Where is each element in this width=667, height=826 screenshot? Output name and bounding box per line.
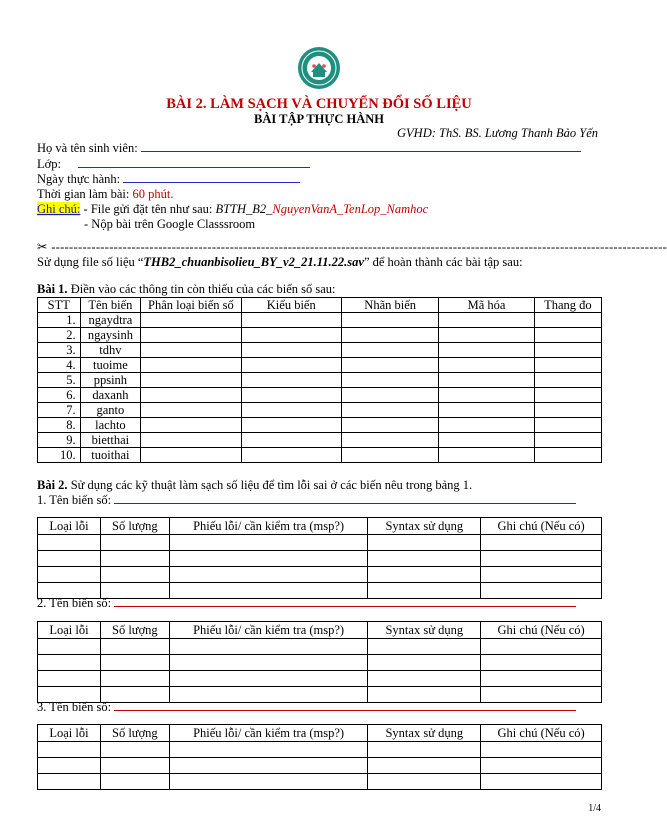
col-phan-loai: Phân loại biến số (141, 298, 241, 313)
row-variable-name: tuoithai (80, 448, 141, 463)
col-loai-loi: Loại lỗi (38, 725, 101, 742)
cell-thang-do[interactable] (534, 433, 601, 448)
cell-kieu-bien[interactable] (241, 358, 341, 373)
table-row (38, 671, 602, 687)
variable-1-field[interactable] (114, 493, 576, 504)
student-name-row (37, 141, 581, 156)
variable-1-row (37, 493, 576, 508)
cell-kieu-bien[interactable] (241, 373, 341, 388)
school-logo (297, 46, 341, 90)
intro-prefix: Sử dụng file số liệu “ (37, 255, 144, 269)
cell-nhan-bien[interactable] (341, 388, 438, 403)
variables-table (37, 297, 602, 463)
cell-kieu-bien[interactable] (241, 433, 341, 448)
table-header-row (38, 725, 602, 742)
cell-kieu-bien[interactable] (241, 388, 341, 403)
intro-suffix: ” để hoàn thành các bài tập sau: (363, 255, 523, 269)
cell-ma-hoa[interactable] (439, 373, 534, 388)
table-header-row (38, 622, 602, 639)
table-row (38, 758, 602, 774)
col-stt: STT (38, 298, 81, 313)
table-row (38, 328, 602, 343)
bai2-text: Sử dụng các kỹ thuật làm sạch số liệu để tìm lỗi sai ở các biến nêu trong bảng 1. (67, 478, 473, 492)
row-stt: 4. (38, 358, 81, 373)
col-loai-loi: Loại lỗi (38, 622, 101, 639)
table-row (38, 742, 602, 758)
note-row (37, 202, 428, 217)
col-ma-hoa: Mã hóa (439, 298, 534, 313)
cell-phan-loai[interactable] (141, 403, 241, 418)
cell-nhan-bien[interactable] (341, 403, 438, 418)
table-row (38, 535, 602, 551)
cell-ma-hoa[interactable] (439, 403, 534, 418)
row-stt: 9. (38, 433, 81, 448)
table-row (38, 418, 602, 433)
variable-3-label: 3. Tên biến số: (37, 700, 112, 714)
time-label: Thời gian làm bài: (37, 187, 130, 201)
page-number: 1/4 (588, 803, 601, 814)
instructor-line: GVHD: ThS. BS. Lương Thanh Bảo Yến (397, 126, 598, 140)
document-subtitle: BÀI TẬP THỰC HÀNH (254, 112, 384, 126)
col-ghi-chu: Ghi chú (Nếu có) (481, 622, 602, 639)
col-syntax: Syntax sử dụng (368, 725, 481, 742)
cell-nhan-bien[interactable] (341, 373, 438, 388)
row-stt: 7. (38, 403, 81, 418)
cell-phan-loai[interactable] (141, 358, 241, 373)
col-ghi-chu: Ghi chú (Nếu có) (481, 725, 602, 742)
cell-ma-hoa[interactable] (439, 343, 534, 358)
cell-kieu-bien[interactable] (241, 418, 341, 433)
bai2-label: Bài 2. (37, 478, 68, 492)
table-row (38, 567, 602, 583)
col-so-luong: Số lượng (100, 518, 169, 535)
col-phieu-loi: Phiếu lỗi/ cần kiểm tra (msp?) (169, 518, 368, 535)
col-syntax: Syntax sử dụng (368, 622, 481, 639)
table-row (38, 343, 602, 358)
error-table-1 (37, 517, 602, 599)
date-label: Ngày thực hành: (37, 172, 121, 186)
variable-1-label: 1. Tên biến số: (37, 493, 112, 507)
intro-line (37, 255, 523, 270)
note-line2: - Nộp bài trên Google Classsroom (84, 217, 256, 231)
table-row (38, 448, 602, 463)
date-field[interactable] (123, 172, 300, 183)
class-field[interactable] (78, 157, 310, 168)
cell-thang-do[interactable] (534, 358, 601, 373)
row-stt: 10. (38, 448, 81, 463)
cell-phan-loai[interactable] (141, 448, 241, 463)
cell-nhan-bien[interactable] (341, 328, 438, 343)
bai1-label: Bài 1. (37, 282, 68, 296)
cell-kieu-bien[interactable] (241, 343, 341, 358)
table-header-row (38, 298, 602, 313)
cell-phan-loai[interactable] (141, 343, 241, 358)
cell-ma-hoa[interactable] (439, 448, 534, 463)
cell-phan-loai[interactable] (141, 373, 241, 388)
col-kieu-bien: Kiểu biến (241, 298, 341, 313)
student-name-label: Họ và tên sinh viên: (37, 141, 138, 155)
table-row (38, 403, 602, 418)
class-row (37, 157, 310, 172)
note-file-name: NguyenVanA_TenLop_Namhoc (272, 202, 429, 216)
student-name-field[interactable] (141, 141, 581, 152)
cell-nhan-bien[interactable] (341, 448, 438, 463)
cell-nhan-bien[interactable] (341, 418, 438, 433)
cell-thang-do[interactable] (534, 313, 601, 328)
row-variable-name: ganto (80, 403, 141, 418)
row-variable-name: ngaysinh (80, 328, 141, 343)
variable-2-field[interactable] (114, 596, 576, 607)
variable-2-label: 2. Tên biến số: (37, 596, 112, 610)
variable-3-field[interactable] (114, 700, 576, 711)
table-row (38, 655, 602, 671)
table-row (38, 358, 602, 373)
error-table-2 (37, 621, 602, 703)
note-label: Ghi chú: (37, 202, 81, 216)
row-variable-name: bietthai (80, 433, 141, 448)
row-variable-name: ngaydtra (80, 313, 141, 328)
col-phieu-loi: Phiếu lỗi/ cần kiểm tra (msp?) (169, 725, 368, 742)
class-label: Lớp: (37, 157, 61, 171)
row-stt: 3. (38, 343, 81, 358)
col-ten-bien: Tên biến (80, 298, 141, 313)
cell-nhan-bien[interactable] (341, 343, 438, 358)
table-row (38, 551, 602, 567)
cell-nhan-bien[interactable] (341, 433, 438, 448)
cell-ma-hoa[interactable] (439, 418, 534, 433)
table-row (38, 774, 602, 790)
bai1-heading (37, 282, 336, 297)
cut-line: ✂ ------------------------------------------------------------------------------------------------------------------------------------------ (37, 240, 667, 254)
col-thang-do: Thang đo (534, 298, 601, 313)
row-stt: 6. (38, 388, 81, 403)
bai2-heading (37, 478, 472, 493)
cell-ma-hoa[interactable] (439, 433, 534, 448)
cell-thang-do[interactable] (534, 328, 601, 343)
row-variable-name: tuoime (80, 358, 141, 373)
data-filename: THB2_chuanbisolieu_BY_v2_21.11.22.sav (143, 255, 364, 269)
row-variable-name: tdhv (80, 343, 141, 358)
cell-kieu-bien[interactable] (241, 328, 341, 343)
cell-thang-do[interactable] (534, 373, 601, 388)
cell-phan-loai[interactable] (141, 388, 241, 403)
col-phieu-loi: Phiếu lỗi/ cần kiểm tra (msp?) (169, 622, 368, 639)
note-file-prefix: BTTH_B2_ (215, 202, 273, 216)
cell-ma-hoa[interactable] (439, 313, 534, 328)
table-row (38, 433, 602, 448)
row-variable-name: daxanh (80, 388, 141, 403)
scissors-icon: ✂ (37, 240, 48, 254)
col-so-luong: Số lượng (100, 725, 169, 742)
cell-ma-hoa[interactable] (439, 358, 534, 373)
row-stt: 8. (38, 418, 81, 433)
cell-thang-do[interactable] (534, 343, 601, 358)
cell-phan-loai[interactable] (141, 328, 241, 343)
cell-nhan-bien[interactable] (341, 313, 438, 328)
cell-kieu-bien[interactable] (241, 403, 341, 418)
cell-thang-do[interactable] (534, 448, 601, 463)
note-line1: - File gửi đặt tên như sau: (80, 202, 216, 216)
variable-3-row (37, 700, 576, 715)
date-row (37, 172, 300, 187)
time-value: 60 phút. (132, 187, 174, 201)
bai1-text: Điền vào các thông tin còn thiếu của các biến số sau: (67, 282, 336, 296)
table-row (38, 313, 602, 328)
table-row (38, 639, 602, 655)
col-syntax: Syntax sử dụng (368, 518, 481, 535)
row-stt: 5. (38, 373, 81, 388)
cell-nhan-bien[interactable] (341, 358, 438, 373)
row-variable-name: ppsinh (80, 373, 141, 388)
cell-kieu-bien[interactable] (241, 313, 341, 328)
table-header-row (38, 518, 602, 535)
cell-kieu-bien[interactable] (241, 448, 341, 463)
cell-ma-hoa[interactable] (439, 388, 534, 403)
table-row (38, 388, 602, 403)
cell-thang-do[interactable] (534, 388, 601, 403)
error-table-3 (37, 724, 602, 790)
row-stt: 1. (38, 313, 81, 328)
table-row (38, 373, 602, 388)
time-row (37, 187, 173, 202)
document-title: BÀI 2. LÀM SẠCH VÀ CHUYỂN ĐỔI SỐ LIỆU (166, 96, 472, 112)
row-stt: 2. (38, 328, 81, 343)
cell-thang-do[interactable] (534, 403, 601, 418)
col-so-luong: Số lượng (100, 622, 169, 639)
row-variable-name: lachto (80, 418, 141, 433)
col-nhan-bien: Nhãn biến (341, 298, 438, 313)
cell-phan-loai[interactable] (141, 313, 241, 328)
cell-thang-do[interactable] (534, 418, 601, 433)
variable-2-row (37, 596, 576, 611)
cell-phan-loai[interactable] (141, 418, 241, 433)
col-loai-loi: Loại lỗi (38, 518, 101, 535)
cell-ma-hoa[interactable] (439, 328, 534, 343)
cell-phan-loai[interactable] (141, 433, 241, 448)
col-ghi-chu: Ghi chú (Nếu có) (481, 518, 602, 535)
